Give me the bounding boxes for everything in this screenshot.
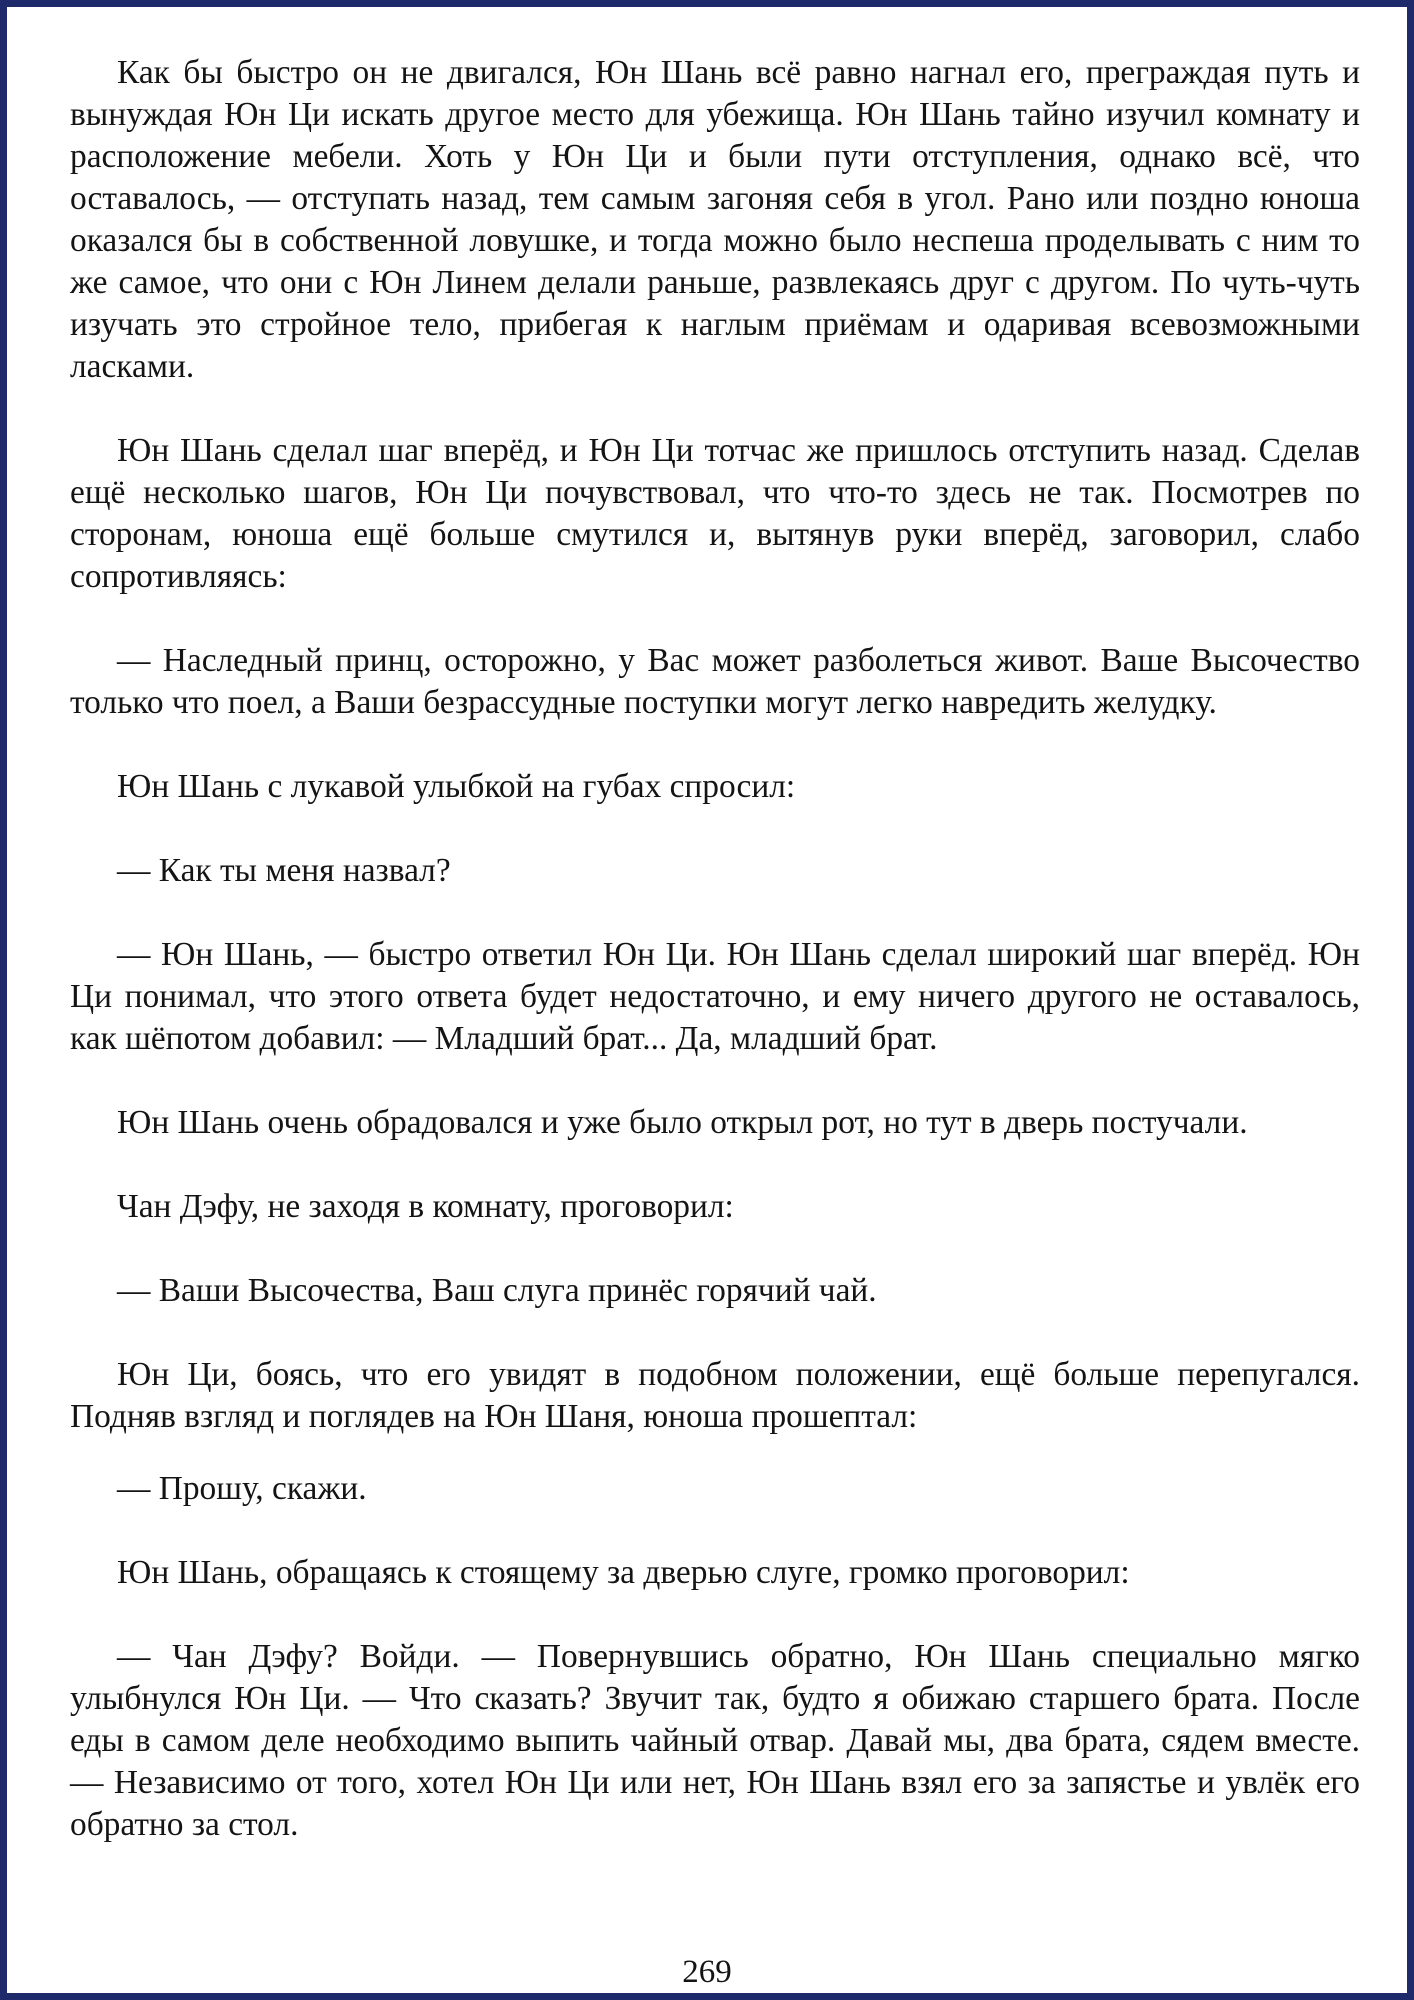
paragraph: — Наследный принц, осторожно, у Вас может разболеться живот. Ваше Высочество только что поел, а Ваши безрассудные поступки могут легко навредить желудку. <box>70 642 1360 721</box>
paragraph: — Прошу, скажи. <box>117 1470 367 1507</box>
paragraph: Юн Шань, обращаясь к стоящему за дверью слуге, громко проговорил: <box>117 1554 1130 1591</box>
paragraph: Как бы быстро он не двигался, Юн Шань всё равно нагнал его, преграждая путь и вынуждая Юн Ци искать другое место для убежища. Юн Шань тайно изучил комнату и расположение мебели. Хоть у Юн Ци и были пути отступления, однако всё, что оставалось, — отступать назад, тем самым загоняя себя в угол. Рано или поздно юноша оказался бы в собственной ловушке, и тогда можно было неспеша проделывать с ним то же самое, что они с Юн Линем делали раньше, развлекаясь друг с другом. По чуть-чуть изучать это стройное тело, прибегая к наглым приёмам и одаривая всевозможными ласками. <box>70 54 1360 385</box>
paragraph: Юн Шань с лукавой улыбкой на губах спросил: <box>117 768 796 805</box>
paragraph: Юн Шань сделал шаг вперёд, и Юн Ци тотчас же пришлось отступить назад. Сделав ещё несколько шагов, Юн Ци почувствовал, что что-то здесь не так. Посмотрев по сторонам, юноша ещё больше смутился и, вытянув руки вперёд, заговорил, слабо сопротивляясь: <box>70 432 1360 595</box>
paragraph: Чан Дэфу, не заходя в комнату, проговорил: <box>117 1188 734 1225</box>
paragraph: — Юн Шань, — быстро ответил Юн Ци. Юн Шань сделал широкий шаг вперёд. Юн Ци понимал, что этого ответа будет недостаточно, и ему ничего другого не оставалось, как шёпотом добавил: — Младший брат... Да, младший брат. <box>70 936 1360 1057</box>
paragraph: — Ваши Высочества, Ваш слуга принёс горячий чай. <box>117 1272 877 1309</box>
paragraph: — Как ты меня назвал? <box>117 852 451 889</box>
paragraph: Юн Шань очень обрадовался и уже было открыл рот, но тут в дверь постучали. <box>117 1104 1248 1141</box>
paragraph: — Чан Дэфу? Войди. — Повернувшись обратно, Юн Шань специально мягко улыбнулся Юн Ци. — Что сказать? Звучит так, будто я обижаю старшего брата. После еды в самом деле необходимо выпить чайный отвар. Давай мы, два брата, сядем вместе. — Независимо от того, хотел Юн Ци или нет, Юн Шань взял его за запястье и увлёк его обратно за стол. <box>70 1638 1360 1843</box>
paragraph: Юн Ци, боясь, что его увидят в подобном положении, ещё больше перепугался. Подняв взгляд и поглядев на Юн Шаня, юноша прошептал: <box>70 1356 1360 1435</box>
page-text <box>70 52 1360 1846</box>
page-number: 269 <box>682 1954 732 1990</box>
